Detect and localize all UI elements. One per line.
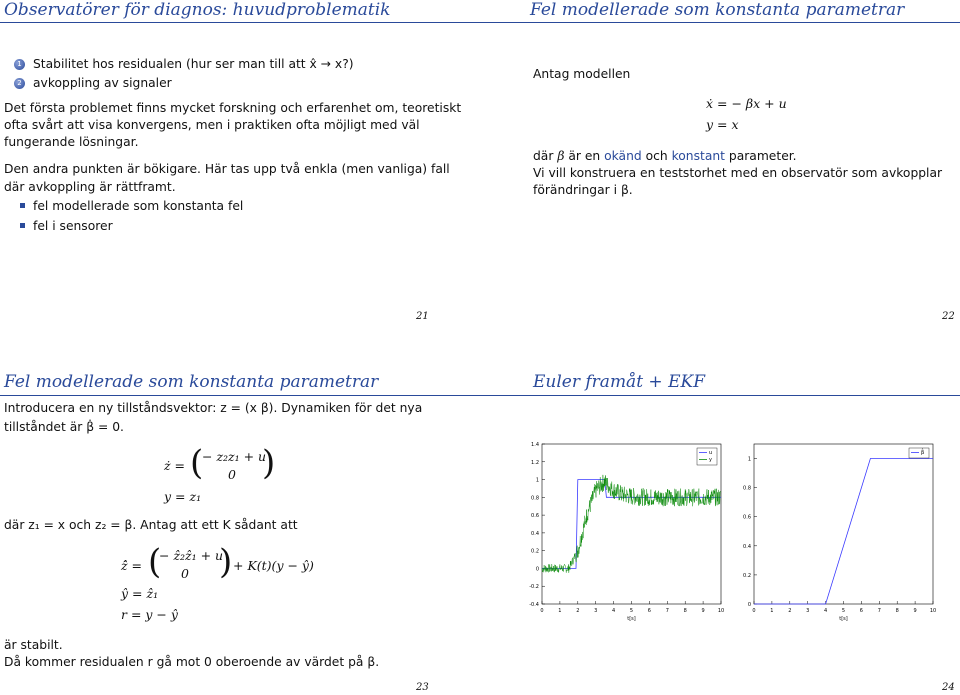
text-line: tillståndet är β̇ = 0. [4,420,124,434]
plot-frame [754,444,933,604]
slide-23 [0,348,480,695]
text-line: Introducera en ny tillståndsvektor: z = (x β). Dynamiken för det nya [4,401,423,415]
y-tick-label: 0.8 [743,485,751,492]
text-line: förändringar i β. [533,183,633,197]
y-tick-label: 0.4 [743,543,751,550]
slide-title: Fel modellerade som konstanta parametrar [530,0,905,20]
bullet-square-icon [20,223,25,228]
chart-right [728,434,943,624]
x-tick-label: 3 [594,608,598,614]
y-tick-label: 0.4 [531,530,539,537]
x-tick-label: 2 [788,608,792,614]
paragraph-line: Den andra punkten är bökigare. Här tas upp två enkla (men vanliga) fall [4,162,450,176]
obs-gain-term: + K(t)(y − ŷ) [233,558,314,573]
x-tick-label: 9 [701,608,705,614]
paragraph-2 [4,161,450,195]
x-axis-label: t[s] [839,616,848,622]
paren-right: ) [262,443,276,483]
enum-item-1 [14,56,354,72]
y-tick-label: 0.6 [743,514,751,521]
enum-number-icon: 2 [14,78,25,89]
x-tick-label: 6 [859,608,863,614]
y-tick-label: 0.2 [531,548,539,555]
page-number: 24 [942,682,955,693]
legend-label: y [709,457,712,463]
plot-frame [542,444,721,604]
x-tick-label: 10 [929,608,937,614]
highlight-konstant: konstant [671,149,725,163]
slide-22 [480,0,960,347]
x-tick-label: 6 [647,608,651,614]
eq-output: y = z₁ [164,489,202,504]
eq-vector-bot: 0 [228,467,236,482]
enum-text: Stabilitet hos residualen (hur ser man till att x̂ → x?) [33,57,354,71]
paragraph-1 [4,100,461,150]
x-tick-label: 2 [576,608,580,614]
paragraph-line: ofta svårt att visa konvergens, men i praktiken ofta möjligt med väl [4,118,420,132]
y-tick-label: 0 [535,566,539,573]
slide-title: Euler framåt + EKF [533,372,705,392]
eq-vector-top: − z₂z₁ + u [202,449,267,464]
enum-text: avkoppling av signaler [33,76,172,90]
x-tick-label: 4 [612,608,616,614]
text-line: Vi vill konstruera en teststorhet med en observatör som avkopplar [533,166,943,180]
slide-title: Fel modellerade som konstanta parametrar [4,372,379,392]
eq-lhs: ż = [164,458,186,473]
x-tick-label: 7 [877,608,881,614]
legend-label: β̂ [921,450,925,456]
highlight-okand: okänd [604,149,642,163]
x-tick-label: 10 [717,608,725,614]
page-number: 21 [416,311,429,322]
page-number: 23 [416,682,429,693]
title-rule [480,395,960,396]
y-tick-label: 1.2 [531,459,539,466]
slide-21 [0,0,480,347]
x-tick-label: 9 [913,608,917,614]
equation-y: y = x [706,117,739,132]
enum-item-2 [14,75,172,91]
y-tick-label: -0.2 [529,584,539,591]
paragraph-line: Det första problemet finns mycket forskning och erfarenhet om, teoretiskt [4,101,462,115]
legend-box [909,448,929,458]
y-tick-label: 1 [535,477,539,484]
obs-vector-bot: 0 [181,566,189,581]
intro-text: Antag modellen [533,67,631,81]
x-tick-label: 0 [752,608,756,614]
obs-vector-top: − ẑ₂ẑ₁ + u [159,548,224,563]
x-tick-label: 7 [665,608,669,614]
x-tick-label: 1 [558,608,562,614]
bullet-item: fel i sensorer [18,218,113,234]
slide-title: Observatörer för diagnos: huvudproblematik [4,0,391,20]
legend-box [697,448,717,465]
page-number: 22 [942,311,955,322]
x-tick-label: 1 [770,608,774,614]
paragraph-line: fungerande lösningar. [4,135,139,149]
x-tick-label: 8 [895,608,899,614]
paren-right: ) [219,542,233,582]
title-rule [480,22,960,23]
text-line: Då kommer residualen r gå mot 0 oberoende av värdet på β. [4,655,380,669]
text-line: är stabilt. [4,638,63,652]
paragraph-line: där avkoppling är rättframt. [4,180,176,194]
obs-output: ŷ = ẑ₁ [121,586,159,601]
x-axis-label: t[s] [627,616,636,622]
title-rule [0,22,480,23]
x-tick-label: 4 [824,608,828,614]
y-tick-label: 0.6 [531,513,539,520]
slide-24 [480,348,960,695]
text-line: där β är en okänd och konstant parameter. [533,149,797,163]
paren-left: ( [148,542,162,582]
chart-left [516,434,731,624]
x-tick-label: 8 [683,608,687,614]
y-tick-label: 1.4 [531,442,539,448]
y-tick-label: 0 [747,602,751,608]
title-rule [0,395,480,396]
x-tick-label: 3 [806,608,810,614]
equation-xdot: ẋ = − βx + u [706,96,787,111]
y-tick-label: 0.2 [743,572,751,579]
enum-number-icon: 1 [14,59,25,70]
obs-lhs: ẑ̇ = [121,558,143,573]
text-line: där z₁ = x och z₂ = β. Antag att ett K sådant att [4,518,298,532]
x-tick-label: 5 [841,608,846,614]
bullet-item: fel modellerade som konstanta fel [18,198,243,214]
x-tick-label: 5 [629,608,634,614]
paren-left: ( [190,443,204,483]
obs-residual: r = y − ŷ [121,607,178,622]
y-tick-label: -0.4 [529,602,539,608]
y-tick-label: 0.8 [531,495,539,502]
legend-label: u [709,450,713,456]
x-tick-label: 0 [540,608,544,614]
y-tick-label: 1 [747,456,751,463]
bullet-square-icon [20,203,25,208]
